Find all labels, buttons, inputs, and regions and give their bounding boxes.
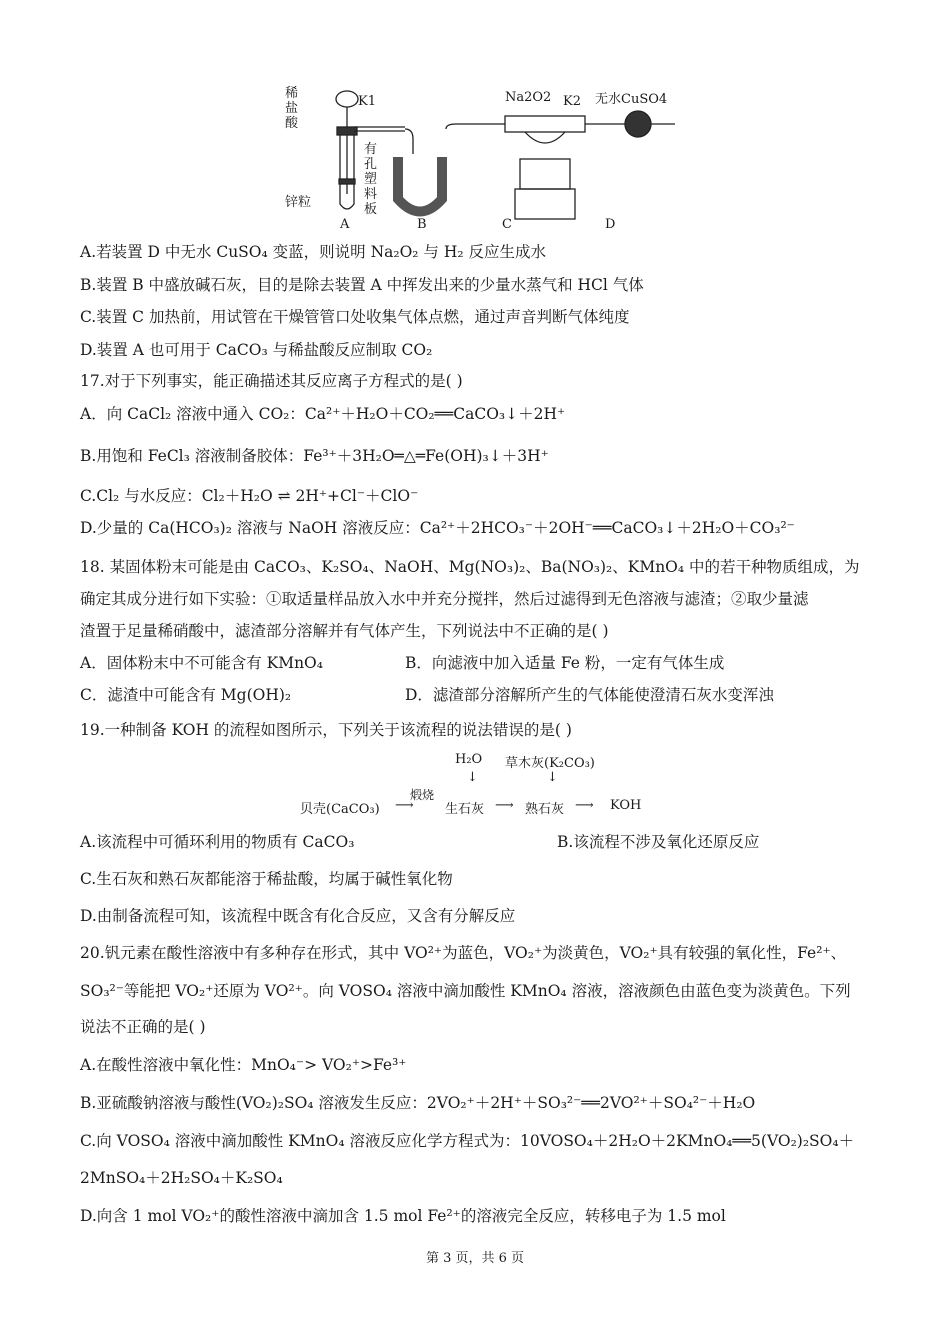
label-plastic-plate: 有孔塑料板 xyxy=(364,142,378,217)
label-device-a: A xyxy=(340,217,350,232)
q16-option-d: D.装置 A 也可用于 CaCO₃ 与稀盐酸反应制取 CO₂ xyxy=(80,341,433,359)
koh-flow-diagram xyxy=(300,748,650,818)
q19-stem: 19.一种制备 KOH 的流程如图所示，下列关于该流程的说法错误的是( ) xyxy=(80,721,572,739)
label-k2: K2 xyxy=(563,94,581,109)
q17-option-b: B.用饱和 FeCl₃ 溶液制备胶体：Fe³⁺＋3H₂O═△═Fe(OH)₃↓＋3H⁺ xyxy=(80,447,549,465)
label-device-d: D xyxy=(605,217,616,232)
flow-add-plant-ash: 草木灰(K₂CO₃) xyxy=(505,756,595,771)
q18-option-b: B．向滤液中加入适量 Fe 粉，一定有气体生成 xyxy=(405,654,725,672)
q17-option-a: A．向 CaCl₂ 溶液中通入 CO₂：Ca²⁺＋H₂O＋CO₂══CaCO₃↓＋2H⁺ xyxy=(80,405,566,423)
q20-stem-line3: 说法不正确的是( ) xyxy=(80,1018,206,1036)
q17-stem: 17.对于下列事实，能正确描述其反应离子方程式的是( ) xyxy=(80,372,463,390)
label-dilute-hcl: 稀盐酸 xyxy=(285,86,299,131)
q20-stem-line2: SO₃²⁻等能把 VO₂⁺还原为 VO²⁺。向 VOSO₄ 溶液中滴加酸性 KMnO₄ 溶液，溶液颜色由蓝色变为淡黄色。下列 xyxy=(80,982,851,1000)
q18-stem-line3: 渣置于足量稀硝酸中，滤渣部分溶解并有气体产生，下列说法中不正确的是( ) xyxy=(80,622,609,640)
q19-option-a: A.该流程中可循环利用的物质有 CaCO₃ xyxy=(80,833,355,851)
right-arrow-icon: ⟶ xyxy=(495,798,514,813)
q20-option-b: B.亚硫酸钠溶液与酸性(VO₂)₂SO₄ 溶液发生反应：2VO₂⁺＋2H⁺＋SO₃²⁻══2VO²⁺＋SO₄²⁻＋H₂O xyxy=(80,1094,756,1112)
apparatus-diagram xyxy=(280,84,680,234)
q18-stem-line1: 18. 某固体粉末可能是由 CaCO₃、K₂SO₄、NaOH、Mg(NO₃)₂、Ba(NO₃)₂、KMnO₄ 中的若干种物质组成，为 xyxy=(80,558,860,576)
q19-option-c: C.生石灰和熟石灰都能溶于稀盐酸，均属于碱性氧化物 xyxy=(80,870,453,888)
q17-option-c: C.Cl₂ 与水反应：Cl₂＋H₂O ⇌ 2H⁺+Cl⁻＋ClO⁻ xyxy=(80,487,419,505)
flow-slaked-lime: 熟石灰 xyxy=(525,802,565,817)
down-arrow-icon: ↓ xyxy=(547,770,558,785)
q20-option-c: C.向 VOSO₄ 溶液中滴加酸性 KMnO₄ 溶液反应化学方程式为：10VOSO₄＋2H₂O＋2KMnO₄══5(VO₂)₂SO₄＋ xyxy=(80,1132,855,1150)
right-arrow-icon: ⟶ xyxy=(395,798,414,813)
q19-option-b: B.该流程不涉及氧化还原反应 xyxy=(557,833,760,851)
q20-option-d: D.向含 1 mol VO₂⁺的酸性溶液中滴加含 1.5 mol Fe²⁺的溶液完全反应，转移电子为 1.5 mol xyxy=(80,1207,726,1225)
label-zinc: 锌粒 xyxy=(285,195,312,210)
q18-option-d: D．滤渣部分溶解所产生的气体能使澄清石灰水变浑浊 xyxy=(405,686,774,704)
q18-option-c: C．滤渣中可能含有 Mg(OH)₂ xyxy=(80,686,292,704)
q16-option-a: A.若装置 D 中无水 CuSO₄ 变蓝，则说明 Na₂O₂ 与 H₂ 反应生成水 xyxy=(80,243,547,261)
page-footer: 第 3 页，共 6 页 xyxy=(425,1251,525,1266)
label-k1: K1 xyxy=(358,94,376,109)
flow-start: 贝壳(CaCO₃) xyxy=(300,802,380,817)
flow-end: KOH xyxy=(610,798,642,813)
q16-option-c: C.装置 C 加热前，用试管在干燥管管口处收集气体点燃，通过声音判断气体纯度 xyxy=(80,308,630,326)
q18-option-a: A．固体粉末中不可能含有 KMnO₄ xyxy=(80,654,323,672)
q18-stem-line2: 确定其成分进行如下实验：①取适量样品放入水中并充分搅拌，然后过滤得到无色溶液与滤渣；②取少量滤 xyxy=(80,590,809,608)
label-na2o2: Na2O2 xyxy=(505,90,552,105)
q20-option-a: A.在酸性溶液中氧化性：MnO₄⁻> VO₂⁺>Fe³⁺ xyxy=(80,1056,407,1074)
flow-calcine: 煅烧 xyxy=(410,788,435,802)
q20-stem-line1: 20.钒元素在酸性溶液中有多种存在形式，其中 VO²⁺为蓝色，VO₂⁺为淡黄色，VO₂⁺具有较强的氧化性，Fe²⁺、 xyxy=(80,944,847,962)
label-device-b: B xyxy=(417,217,427,232)
q17-option-d: D.少量的 Ca(HCO₃)₂ 溶液与 NaOH 溶液反应：Ca²⁺＋2HCO₃⁻＋2OH⁻══CaCO₃↓＋2H₂O＋CO₃²⁻ xyxy=(80,519,795,537)
right-arrow-icon: ⟶ xyxy=(575,798,594,813)
flow-quicklime: 生石灰 xyxy=(445,802,485,817)
flow-add-water: H₂O xyxy=(455,752,483,767)
q20-option-c-cont: 2MnSO₄＋2H₂SO₄＋K₂SO₄ xyxy=(80,1169,283,1187)
q19-option-d: D.由制备流程可知，该流程中既含有化合反应，又含有分解反应 xyxy=(80,907,516,925)
q16-option-b: B.装置 B 中盛放碱石灰，目的是除去装置 A 中挥发出来的少量水蒸气和 HCl 气体 xyxy=(80,276,644,294)
down-arrow-icon: ↓ xyxy=(467,770,478,785)
label-anhydrous-cuso4: 无水CuSO4 xyxy=(595,92,668,107)
label-device-c: C xyxy=(502,217,512,232)
